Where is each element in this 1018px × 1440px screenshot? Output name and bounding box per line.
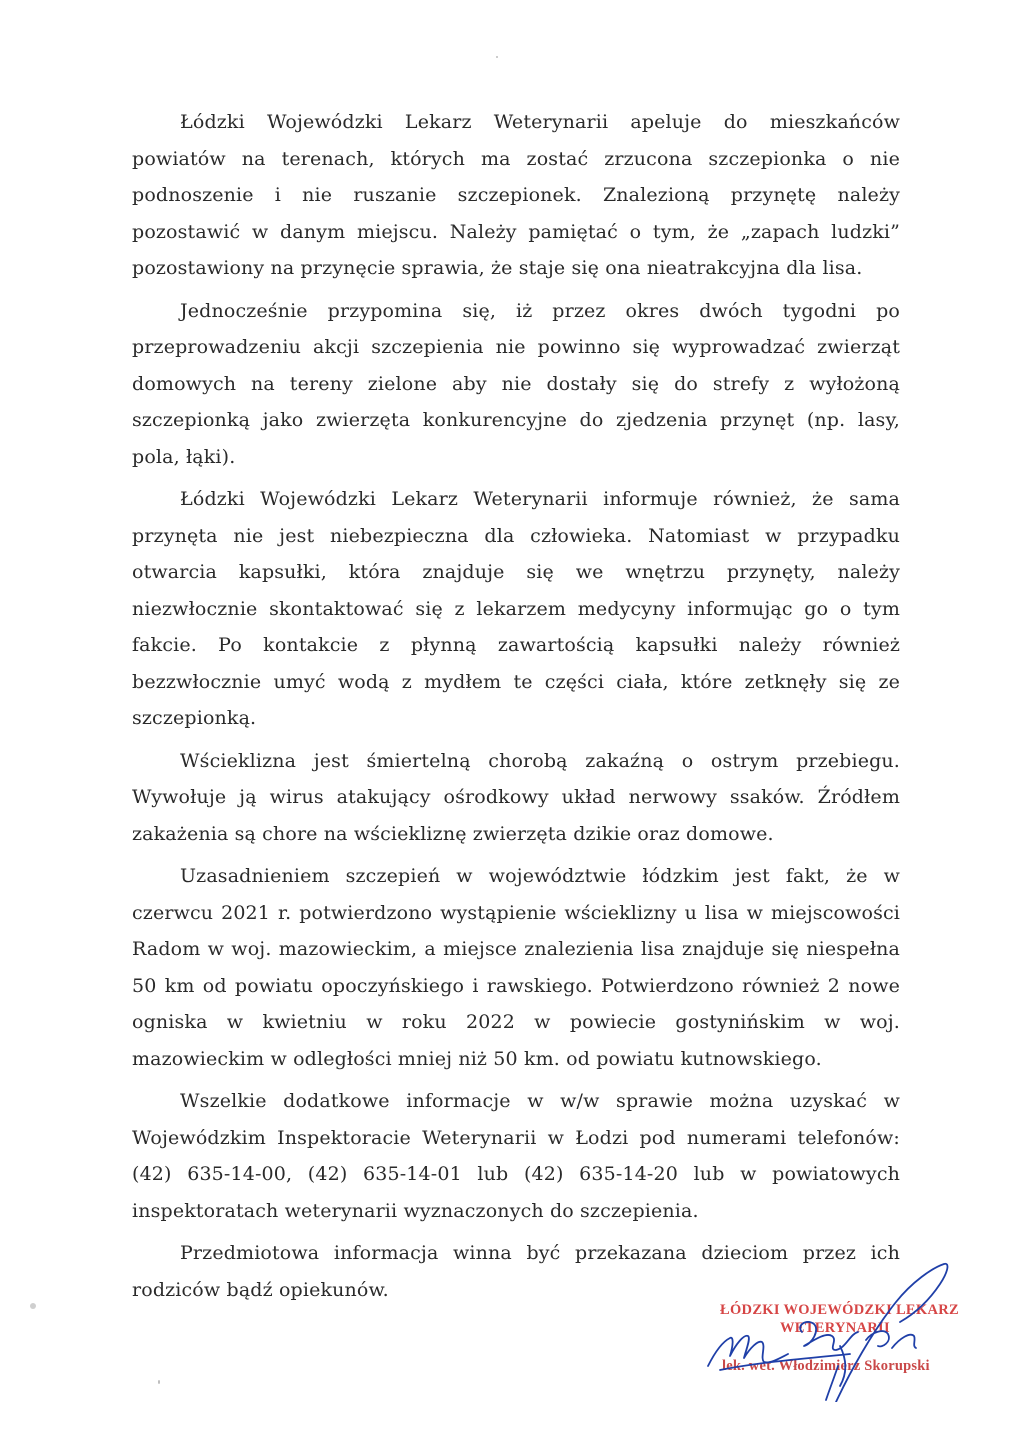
paragraph-appeal: Łódzki Wojewódzki Lekarz Weterynarii apeluje do mieszkańców powiatów na terenach, których ma zostać zrzucona szczepionka o nie podnoszenie i nie ruszanie szczepionek. Znalezioną przynętę należy pozostawić w danym miejscu. Należy pamiętać o tym, że „zapach ludzki” pozostawiony na przynęcie sprawia, że staje się ona nieatrakcyjna dla lisa. — [132, 111, 900, 279]
paragraph-justification: Uzasadnieniem szczepień w województwie łódzkim jest fakt, że w czerwcu 2021 r. potwierdzono wystąpienie wścieklizny u lisa w miejscowości Radom w woj. mazowieckim, a miejsce znalezienia lisa znajduje się niespełna 50 km od powiatu opoczyńskiego i rawskiego. Potwierdzono również 2 nowe ogniska w kwietniu w roku 2022 w powiecie gostynińskim w woj. mazowieckim w odległości mniej niż 50 km. od powiatu kutnowskiego. — [132, 865, 900, 1070]
stamp-subtitle-line: WETERYNARII — [780, 1320, 890, 1336]
paragraph-bait-safety: Łódzki Wojewódzki Lekarz Weterynarii informuje również, że sama przynęta nie jest niebezpieczna dla człowieka. Natomiast w przypadku otwarcia kapsułki, która znajduje się we wnętrzu przynęty, należy niezwłocznie skontaktować się z lekarzem medycyny informując go o tym fakcie. Po kontakcie z płynną zawartością kapsułki należy również bezzwłocznie umyć wodą z mydłem te części ciała, które zetknęły się ze szczepionką. — [132, 488, 900, 729]
stamp-name-line: lek. wet. Włodzimierz Skorupski — [722, 1358, 930, 1374]
stamp-title-line: ŁÓDZKI WOJEWÓDZKI LEKARZ — [720, 1302, 959, 1318]
scan-speck — [30, 1303, 36, 1309]
paragraph-rabies-info: Wścieklizna jest śmiertelną chorobą zakaźną o ostrym przebiegu. Wywołuje ją wirus atakujący ośrodkowy układ nerwowy ssaków. Źródłem zakażenia są chore na wściekliznę zwierzęta dzikie oraz domowe. — [132, 749, 900, 845]
paragraph-pets-warning: Jednocześnie przypomina się, iż przez okres dwóch tygodni po przeprowadzeniu akcji szczepienia nie powinno się wyprowadzać zwierząt domowych na tereny zielone aby nie dostały się do strefy z wyłożoną szczepionką jako zwierzęta konkurencyjne do zjedzenia przynęt (np. lasy, pola, łąki). — [132, 299, 900, 468]
scan-speck — [496, 56, 498, 58]
paragraph-contact: Wszelkie dodatkowe informacje w w/w sprawie można uzyskać w Wojewódzkim Inspektoracie Weterynarii w Łodzi pod numerami telefonów: (42) 635-14-00, (42) 635-14-01 lub (42) 635-14-20 lub w powiatowych inspektoratach weterynarii wyznaczonych do szczepienia. — [132, 1090, 900, 1222]
handwritten-signature-icon — [700, 1262, 1000, 1402]
letter-body — [132, 104, 900, 1314]
paragraph-children-notice: Przedmiotowa informacja winna być przekazana dzieciom przez ich rodziców bądź opiekunów. — [132, 1242, 900, 1301]
official-stamp — [700, 1262, 1000, 1402]
scan-speck — [158, 1380, 160, 1384]
